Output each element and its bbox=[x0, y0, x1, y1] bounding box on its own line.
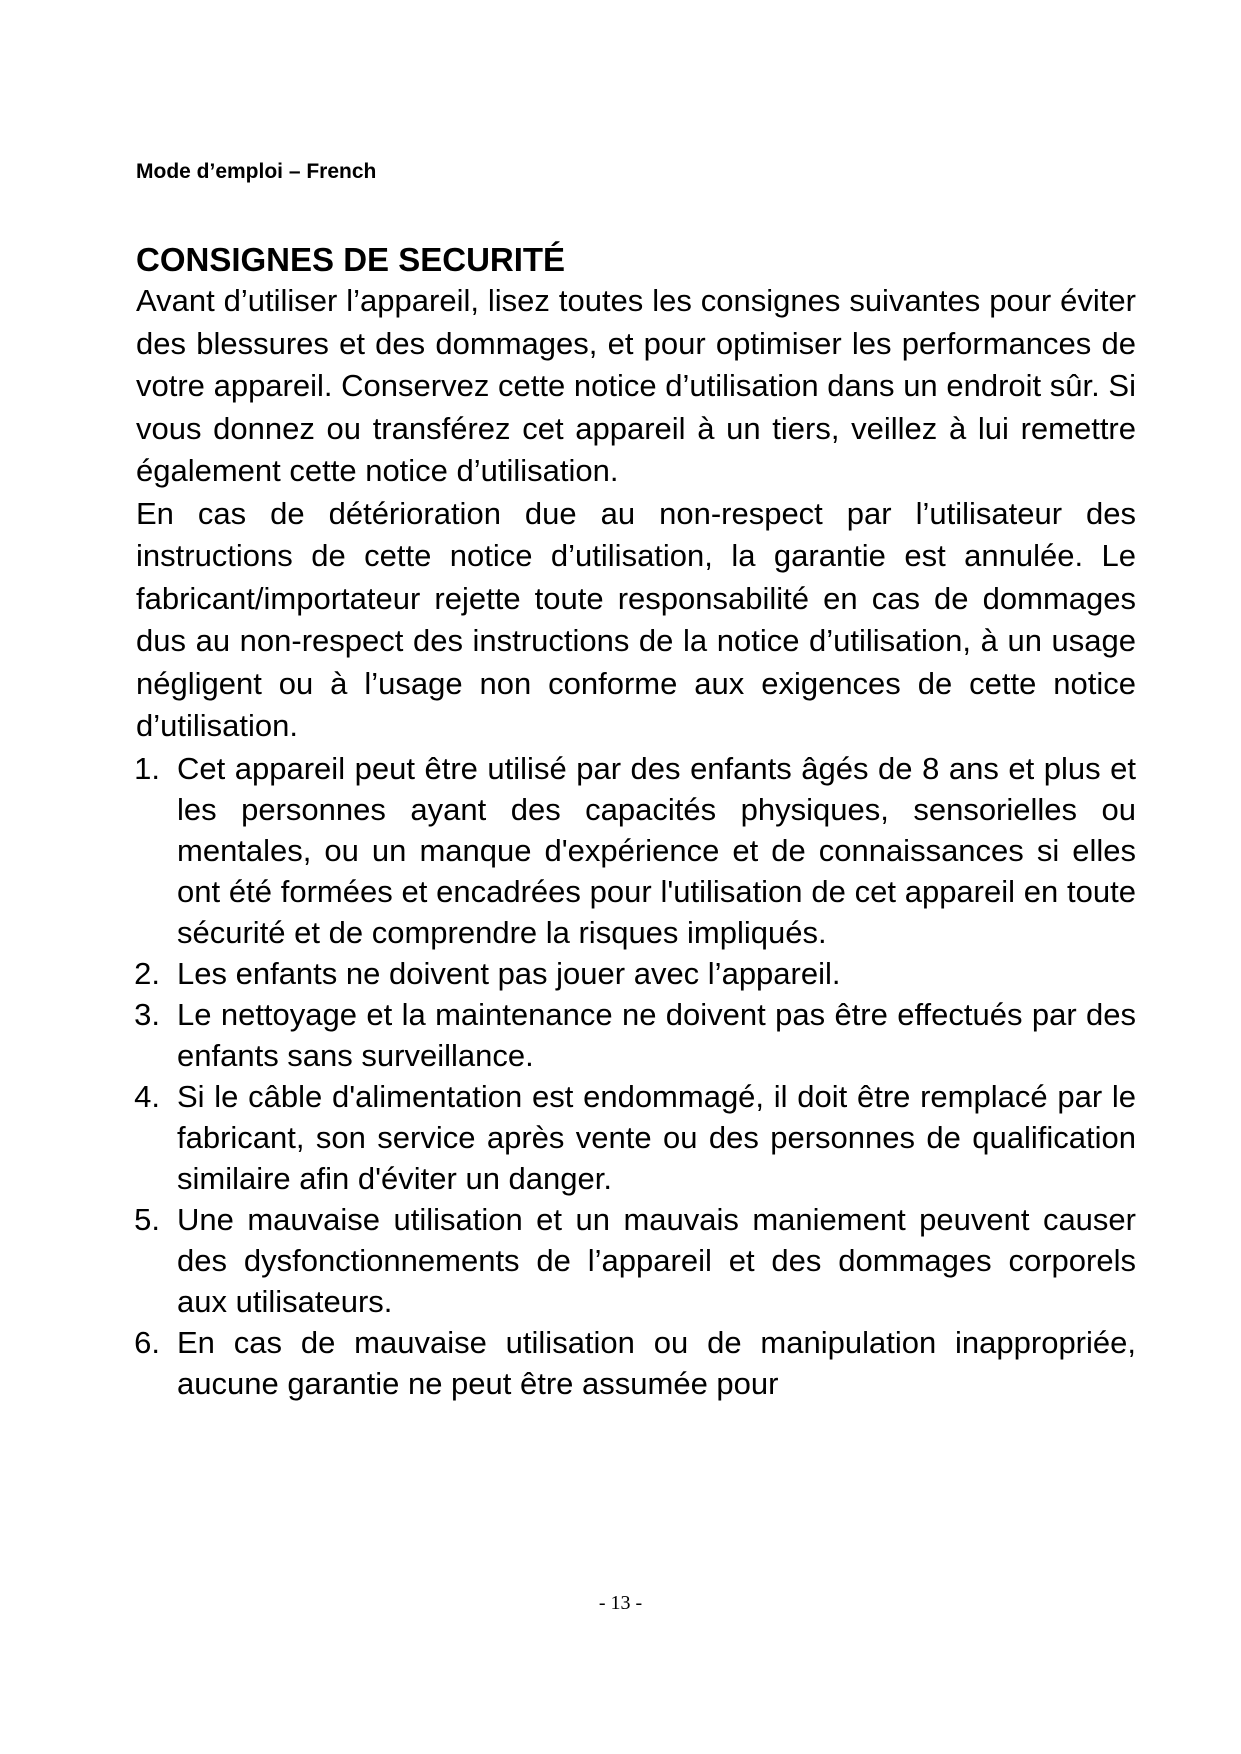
page-number: - 13 - bbox=[598, 1592, 643, 1614]
list-item bbox=[136, 1322, 1136, 1404]
list-item-number: 6. bbox=[134, 1324, 160, 1360]
warranty-paragraph: En cas de détérioration due au non-respect par l’utilisateur des instructions de cette notice d’utilisation, la garantie est annulée. Le fabricant/importateur rejette toute responsabilité en cas de dommages dus au non-respect des instructions de la notice d’utilisation, à un usage négligent ou à l’usage non conforme aux exigences de cette notice d’utilisation. bbox=[136, 495, 1136, 743]
list-item bbox=[136, 953, 1136, 994]
list-item-text: Cet appareil peut être utilisé par des enfants âgés de 8 ans et plus et les personnes ayant des capacités physiques, sensorielles ou mentales, ou un manque d'expérience et de connaissances si elles ont été formées et encadrées pour l'utilisation de cet appareil en toute sécurité et de comprendre la risques impliqués. bbox=[177, 750, 1136, 950]
list-item-text: Le nettoyage et la maintenance ne doivent pas être effectués par des enfants sans surveillance. bbox=[177, 996, 1136, 1073]
list-item bbox=[136, 1199, 1136, 1322]
list-item-text: Les enfants ne doivent pas jouer avec l’appareil. bbox=[177, 955, 841, 991]
list-item-text: En cas de mauvaise utilisation ou de manipulation inappropriée, aucune garantie ne peut être assumée pour bbox=[177, 1324, 1136, 1401]
list-item-text: Une mauvaise utilisation et un mauvais maniement peuvent causer des dysfonctionnements de l’appareil et des dommages corporels aux utilisateurs. bbox=[177, 1201, 1136, 1319]
list-item-text: Si le câble d'alimentation est endommagé, il doit être remplacé par le fabricant, son service après vente ou des personnes de qualification similaire afin d'éviter un danger. bbox=[177, 1078, 1136, 1196]
section-title: CONSIGNES DE SECURITÉ bbox=[136, 241, 566, 278]
list-item-number: 3. bbox=[134, 996, 160, 1032]
list-item-number: 2. bbox=[134, 955, 160, 991]
list-item bbox=[136, 1076, 1136, 1199]
document-header-label: Mode d’emploi – French bbox=[136, 160, 377, 183]
document-content bbox=[136, 240, 1136, 1404]
list-item-number: 5. bbox=[134, 1201, 160, 1237]
safety-instructions-list bbox=[136, 748, 1136, 1404]
intro-paragraph: Avant d’utiliser l’appareil, lisez toutes les consignes suivantes pour éviter des blessures et des dommages, et pour optimiser les performances de votre appareil. Conservez cette notice d’utilisation dans un endroit sûr. Si vous donnez ou transférez cet appareil à un tiers, veillez à lui remettre également cette notice d’utilisation. bbox=[136, 283, 1136, 488]
list-item bbox=[136, 748, 1136, 953]
list-item-number: 1. bbox=[134, 750, 160, 786]
list-item bbox=[136, 994, 1136, 1076]
list-item-number: 4. bbox=[134, 1078, 160, 1114]
